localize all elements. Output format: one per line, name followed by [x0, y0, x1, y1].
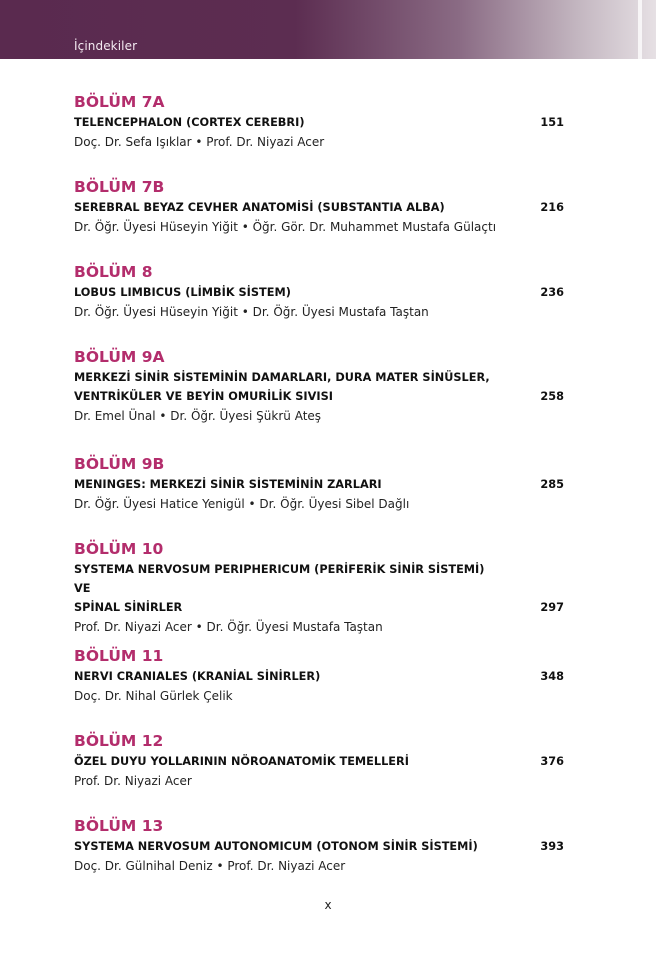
toc-entry[interactable]	[74, 177, 564, 262]
chapter-label: BÖLÜM 9B	[74, 455, 165, 473]
page-number: 258	[540, 390, 564, 403]
chapter-authors: Doç. Dr. Gülnihal Deniz • Prof. Dr. Niyazi Acer	[74, 859, 346, 873]
page-number: 151	[540, 116, 564, 129]
chapter-label: BÖLÜM 12	[74, 732, 164, 750]
chapter-title[interactable]	[74, 368, 504, 406]
toc-entry[interactable]	[74, 92, 564, 177]
chapter-authors: Dr. Öğr. Üyesi Hüseyin Yiğit • Öğr. Gör. Dr. Muhammet Mustafa Gülaçtı	[74, 220, 497, 234]
chapter-authors: Prof. Dr. Niyazi Acer	[74, 774, 192, 788]
page-number: 297	[540, 601, 564, 614]
title-row	[74, 475, 564, 494]
chapter-label: BÖLÜM 10	[74, 540, 164, 558]
chapter-label: BÖLÜM 7B	[74, 178, 165, 196]
title-row	[74, 283, 564, 302]
title-row	[74, 667, 564, 686]
chapter-title-line: MERKEZİ SİNİR SİSTEMİNİN DAMARLARI, DURA MATER SİNÜSLER,	[74, 371, 490, 384]
title-row	[74, 113, 564, 132]
title-row	[74, 368, 564, 406]
chapter-title[interactable]: ÖZEL DUYU YOLLARININ NÖROANATOMİK TEMELLERİ	[74, 755, 409, 768]
toc-entry[interactable]	[74, 731, 564, 816]
toc-entry[interactable]	[74, 539, 564, 646]
page-number: 376	[540, 755, 564, 768]
page-number: 216	[540, 201, 564, 214]
chapter-authors: Doç. Dr. Sefa Işıklar • Prof. Dr. Niyazi Acer	[74, 135, 325, 149]
chapter-title[interactable]: SEREBRAL BEYAZ CEVHER ANATOMİSİ (SUBSTANTIA ALBA)	[74, 201, 445, 214]
chapter-label: BÖLÜM 8	[74, 263, 153, 281]
toc-entry[interactable]	[74, 816, 564, 901]
chapter-label: BÖLÜM 11	[74, 647, 164, 665]
chapter-authors: Doç. Dr. Nihal Gürlek Çelik	[74, 689, 233, 703]
chapter-title-line: SPİNAL SİNİRLER	[74, 601, 183, 614]
chapter-title[interactable]	[74, 560, 504, 617]
chapter-authors: Prof. Dr. Niyazi Acer • Dr. Öğr. Üyesi Mustafa Taştan	[74, 620, 383, 634]
toc-entry[interactable]	[74, 347, 564, 454]
toc-entry[interactable]	[74, 262, 564, 347]
title-row	[74, 837, 564, 856]
toc-entry[interactable]	[74, 454, 564, 539]
chapter-title[interactable]: TELENCEPHALON (CORTEX CEREBRI)	[74, 116, 305, 129]
chapter-label: BÖLÜM 9A	[74, 348, 165, 366]
chapter-title[interactable]: LOBUS LIMBICUS (LİMBİK SİSTEM)	[74, 286, 291, 299]
header-stripe	[638, 0, 642, 59]
chapter-authors: Dr. Öğr. Üyesi Hatice Yenigül • Dr. Öğr. Üyesi Sibel Dağlı	[74, 497, 410, 511]
chapter-title[interactable]: NERVI CRANIALES (KRANİAL SİNİRLER)	[74, 670, 321, 683]
chapter-label: BÖLÜM 13	[74, 817, 164, 835]
title-row	[74, 560, 564, 617]
chapter-title-line: SYSTEMA NERVOSUM PERIPHERICUM (PERİFERİK SİNİR SİSTEMİ) VE	[74, 563, 485, 595]
chapter-title-line: VENTRİKÜLER VE BEYİN OMURİLİK SIVISI	[74, 390, 333, 403]
page-number: 393	[540, 840, 564, 853]
page-folio: x	[324, 898, 332, 912]
chapter-authors: Dr. Emel Ünal • Dr. Öğr. Üyesi Şükrü Ateş	[74, 409, 322, 423]
page-header	[0, 0, 656, 59]
page-number: 348	[540, 670, 564, 683]
chapter-title[interactable]: SYSTEMA NERVOSUM AUTONOMICUM (OTONOM SİNİR SİSTEMİ)	[74, 840, 478, 853]
table-of-contents	[74, 92, 564, 901]
page-number: 236	[540, 286, 564, 299]
chapter-title[interactable]: MENINGES: MERKEZİ SİNİR SİSTEMİNİN ZARLARI	[74, 478, 382, 491]
toc-entry[interactable]	[74, 646, 564, 731]
chapter-authors: Dr. Öğr. Üyesi Hüseyin Yiğit • Dr. Öğr. Üyesi Mustafa Taştan	[74, 305, 429, 319]
chapter-label: BÖLÜM 7A	[74, 93, 165, 111]
page-number: 285	[540, 478, 564, 491]
header-title: İçindekiler	[74, 39, 138, 53]
title-row	[74, 752, 564, 771]
title-row	[74, 198, 564, 217]
